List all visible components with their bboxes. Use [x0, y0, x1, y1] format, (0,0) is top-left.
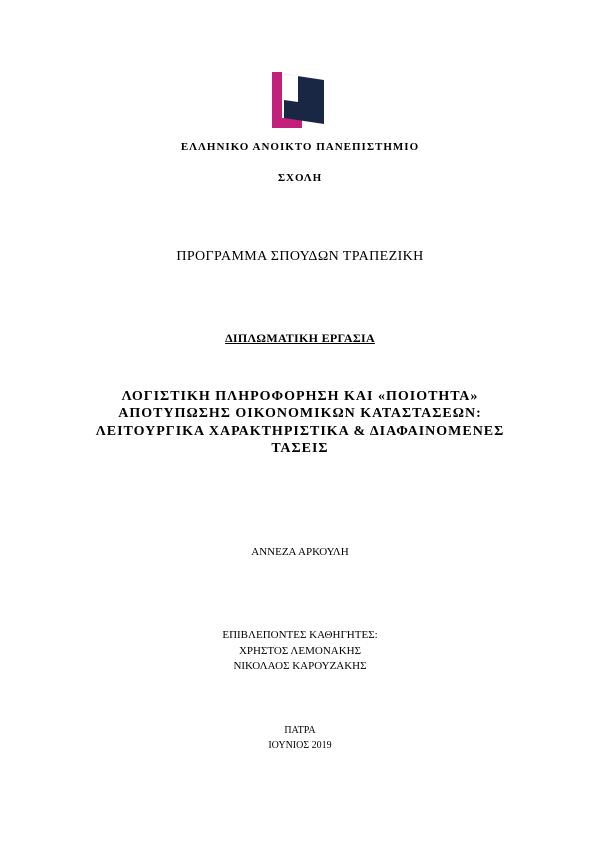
supervisors-label: ΕΠΙΒΛΕΠΟΝΤΕΣ ΚΑΘΗΓΗΤΕΣ: [222, 629, 378, 641]
author-name: ΑΝΝΕΖΑ ΑΡΚΟΥΛΗ [251, 546, 349, 558]
university-logo-icon [272, 72, 328, 128]
university-name: ΕΛΛΗΝΙΚΟ ΑΝΟΙΚΤΟ ΠΑΝΕΠΙΣΤΗΜΙΟ [180, 141, 420, 153]
thesis-title-line-3: ΛΕΙΤΟΥΡΓΙΚΑ ΧΑΡΑΚΤΗΡΙΣΤΙΚΑ & ΔΙΑΦΑΙΝΟΜΕΝΕΣ [95, 424, 505, 439]
program-name: ΠΡΟΓΡΑΜΜΑ ΣΠΟΥΔΩΝ ΤΡΑΠΕΖΙΚΗ [176, 249, 424, 264]
supervisor-name: ΝΙΚΟΛΑΟΣ ΚΑΡΟΥΖΑΚΗΣ [233, 660, 367, 672]
school-name: ΣΧΟΛΗ [277, 172, 323, 184]
thesis-title-line-1: ΛΟΓΙΣΤΙΚΗ ΠΛΗΡΟΦΟΡΗΣΗ ΚΑΙ «ΠΟΙΟΤΗΤΑ» [121, 389, 479, 404]
supervisor-name: ΧΡΗΣΤΟΣ ΛΕΜΟΝΑΚΗΣ [238, 645, 361, 657]
city: ΠΑΤΡΑ [284, 725, 316, 736]
thesis-title-line-4: ΤΑΣΕΙΣ [271, 441, 329, 456]
thesis-title-line-2: ΑΠΟΤΥΠΩΣΗΣ ΟΙΚΟΝΟΜΙΚΩΝ ΚΑΤΑΣΤΑΣΕΩΝ: [118, 406, 482, 421]
date: ΙΟΥΝΙΟΣ 2019 [268, 740, 332, 751]
thesis-type-label: ΔΙΠΛΩΜΑΤΙΚΗ ΕΡΓΑΣΙΑ [225, 331, 375, 345]
